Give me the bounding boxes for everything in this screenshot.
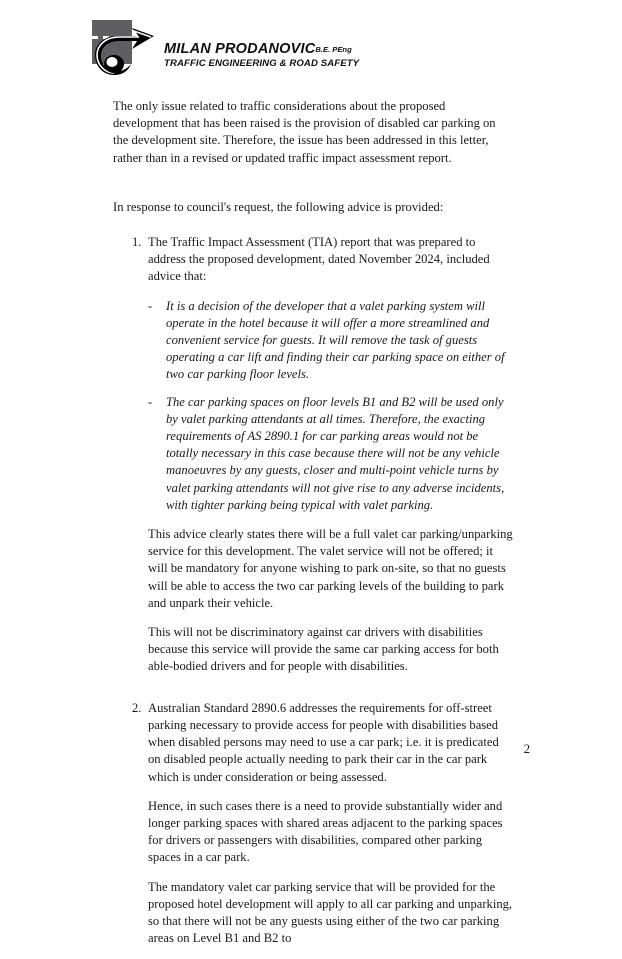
company-name-text: MILAN PRODANOVIC	[164, 41, 316, 57]
company-qualifications: B.E. PEng	[315, 45, 352, 54]
company-name	[164, 42, 494, 58]
list-item-paragraph: Hence, in such cases there is a need to provide substantially wider and longer parking spaces with shared areas adjacent to the parking spaces for drivers or passengers with disabilities, compared other parking spaces in a car park.	[148, 798, 503, 865]
list-item-paragraph: This advice clearly states there will be a full valet car parking/unparking service for this development. The valet service will not be offered; it will be mandatory for anyone wishing to park on-site, so that no guests will be able to access the two car parking levels of the building to park and unpark their vehicle.	[148, 527, 513, 610]
dash-marker: -	[148, 394, 153, 409]
document-body	[113, 98, 513, 959]
road-arrow-logo-icon	[88, 20, 150, 78]
list-item	[113, 700, 513, 948]
logo-wordmark	[164, 42, 494, 69]
page-number: 2	[523, 742, 530, 756]
list-item	[148, 298, 513, 384]
lead-in-paragraph: In response to council's request, the following advice is provided:	[113, 199, 444, 214]
list-item	[148, 394, 513, 514]
dash-marker: -	[148, 298, 153, 313]
sub-item-text: The car parking spaces on floor levels B1 and B2 will be used only by valet parking attendants at all times. Therefore, the exacting requirements of AS 2890.1 for car parking areas would not be totally necessary in this case because there will not be any vehicle manoeuvres by any guests, closer and multi-point vehicle turns by valet parking attendants will not give rise to any adverse incidents, with tighter parking being typical with valet parking.	[166, 394, 505, 512]
sub-item-text: It is a decision of the developer that a valet parking system will operate in the hotel because it will offer a more streamlined and convenient service for guests. It will remove the task of guests operating a car lift and finding their car parking space on either of two car parking floor levels.	[166, 298, 505, 382]
sub-dash-list	[148, 298, 513, 514]
list-item-marker: 2.	[132, 700, 142, 715]
list-item-marker: 1.	[132, 235, 142, 250]
list-item-paragraph: This will not be discriminatory against car drivers with disabilities because this service will provide the same car parking access for both able-bodied drivers and for people with disabilities.	[148, 625, 499, 674]
list-item	[113, 234, 513, 676]
letterhead	[88, 20, 508, 92]
list-item-intro: The Traffic Impact Assessment (TIA) report that was prepared to address the proposed development, dated November 2024, included advice that:	[148, 235, 490, 284]
advice-numbered-list	[113, 234, 513, 947]
list-item-intro: Australian Standard 2890.6 addresses the requirements for off-street parking necessary to provide access for people with disabilities based when disabled persons may need to use a car park; i.e. it is predicated on disabled people actually needing to park their car in the car park which is under consideration or being assessed.	[148, 700, 499, 784]
intro-paragraph: The only issue related to traffic considerations about the proposed development that has been raised is the provision of disabled car parking on the development site. Therefore, the issue has been addressed in this letter, rather than in a revised or updated traffic impact assessment report.	[113, 99, 496, 165]
company-tagline: TRAFFIC ENGINEERING & ROAD SAFETY	[164, 57, 360, 69]
list-item-paragraph: The mandatory valet car parking service that will be provided for the proposed hotel development will apply to all car parking and unparking, so that there will not be any guests using either of the two car parking areas on Level B1 and B2 to	[148, 879, 513, 946]
logo-swoosh-arrow-icon	[88, 26, 158, 78]
